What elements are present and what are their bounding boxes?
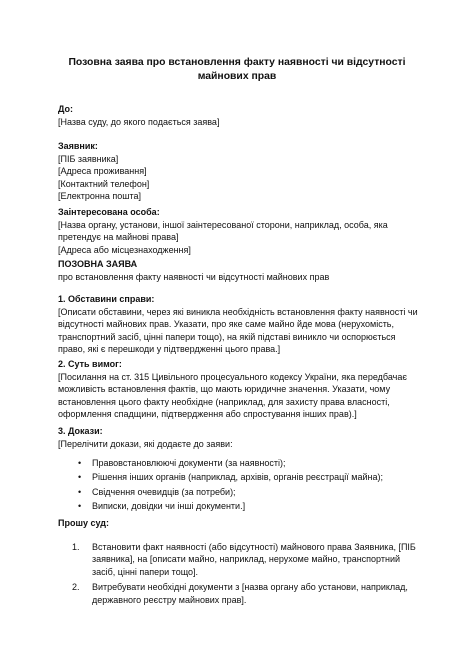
demands-text: [Посилання на ст. 315 Цивільного процесуального кодексу України, яка передбачає можливість встановлення фактів, що мають юридичне значення. Указати, чому встановлення цього факту необхідне (наприклад, для захисту права власності, оформлення спадщини, підтвердження або спростування інших прав).] bbox=[58, 371, 407, 419]
list-item: • Рішення інших органів (наприклад, архівів, органів реєстрації майна); bbox=[58, 470, 418, 484]
applicant-label: Заявник: bbox=[58, 141, 98, 151]
evidence-heading: 3. Докази: bbox=[58, 426, 103, 436]
applicant-address: [Адреса проживання] bbox=[58, 166, 147, 176]
list-item bbox=[58, 581, 418, 606]
applicant-email: [Електронна пошта] bbox=[58, 191, 142, 201]
request-list bbox=[58, 541, 418, 607]
request-heading: Прошу суд: bbox=[58, 518, 109, 528]
list-item bbox=[58, 541, 418, 579]
list-item-number: 2. bbox=[72, 582, 80, 592]
to-section bbox=[58, 103, 418, 128]
claim-header bbox=[58, 258, 418, 283]
demands-heading: 2. Суть вимог: bbox=[58, 359, 122, 369]
circumstances-heading: 1. Обставини справи: bbox=[58, 294, 155, 304]
circumstances-section bbox=[58, 293, 418, 356]
document-title: Позовна заява про встановлення факту наявності чи відсутності майнових прав bbox=[68, 57, 406, 82]
interested-party-label: Заінтересована особа: bbox=[58, 207, 160, 217]
court-name-placeholder: [Назва суду, до якого подається заява] bbox=[58, 116, 220, 127]
interested-party-text: [Назва органу, установи, іншої заінтересованої сторони, наприклад, особа, яка претендує на майнові права] bbox=[58, 219, 388, 242]
list-item-text: Встановити факт наявності (або відсутності) майнового права Заявника, [ПІБ заявника], на [описати майно, наприклад, нерухоме майно, транспортний засіб, цінні папери тощо]. bbox=[92, 541, 416, 577]
claim-subheading: про встановлення факту наявності чи відсутності майнових прав bbox=[58, 271, 330, 282]
demands-section bbox=[58, 358, 418, 421]
evidence-list bbox=[58, 456, 418, 513]
list-item: • Виписки, довідки чи інші документи.] bbox=[58, 499, 418, 513]
list-item-text: Витребувати необхідні документи з [назва органу або установи, наприклад, державного реєстру майнових прав]. bbox=[92, 582, 408, 605]
applicant-name: [ПІБ заявника] bbox=[58, 153, 119, 164]
evidence-section bbox=[58, 425, 418, 513]
list-item: • Правовстановлюючі документи (за наявності); bbox=[58, 456, 418, 470]
applicant-section bbox=[58, 140, 418, 203]
circumstances-text: [Опиcати обставини, через які виникла необхідність встановлення факту наявності чи відсутності майнових прав. Указати, про яке саме майно йде мова (нерухомість, транспортний засіб, цінні папери тощо), на якій підставі виникло чи оспорюється право, які є перешкоди у підтвердженні цього права.] bbox=[58, 306, 418, 354]
to-label: До: bbox=[58, 104, 74, 114]
list-item: • Свідчення очевидців (за потреби); bbox=[58, 485, 418, 499]
interested-party-address: [Адреса або місцезнаходження] bbox=[58, 244, 191, 255]
list-item-number: 1. bbox=[72, 541, 80, 552]
request-section bbox=[58, 517, 418, 609]
claim-heading: ПОЗОВНА ЗАЯВА bbox=[58, 259, 138, 269]
interested-party-section bbox=[58, 206, 418, 256]
applicant-phone: [Контактний телефон] bbox=[58, 178, 150, 189]
evidence-intro: [Перелічити докази, які додаєте до заяви: bbox=[58, 438, 233, 449]
